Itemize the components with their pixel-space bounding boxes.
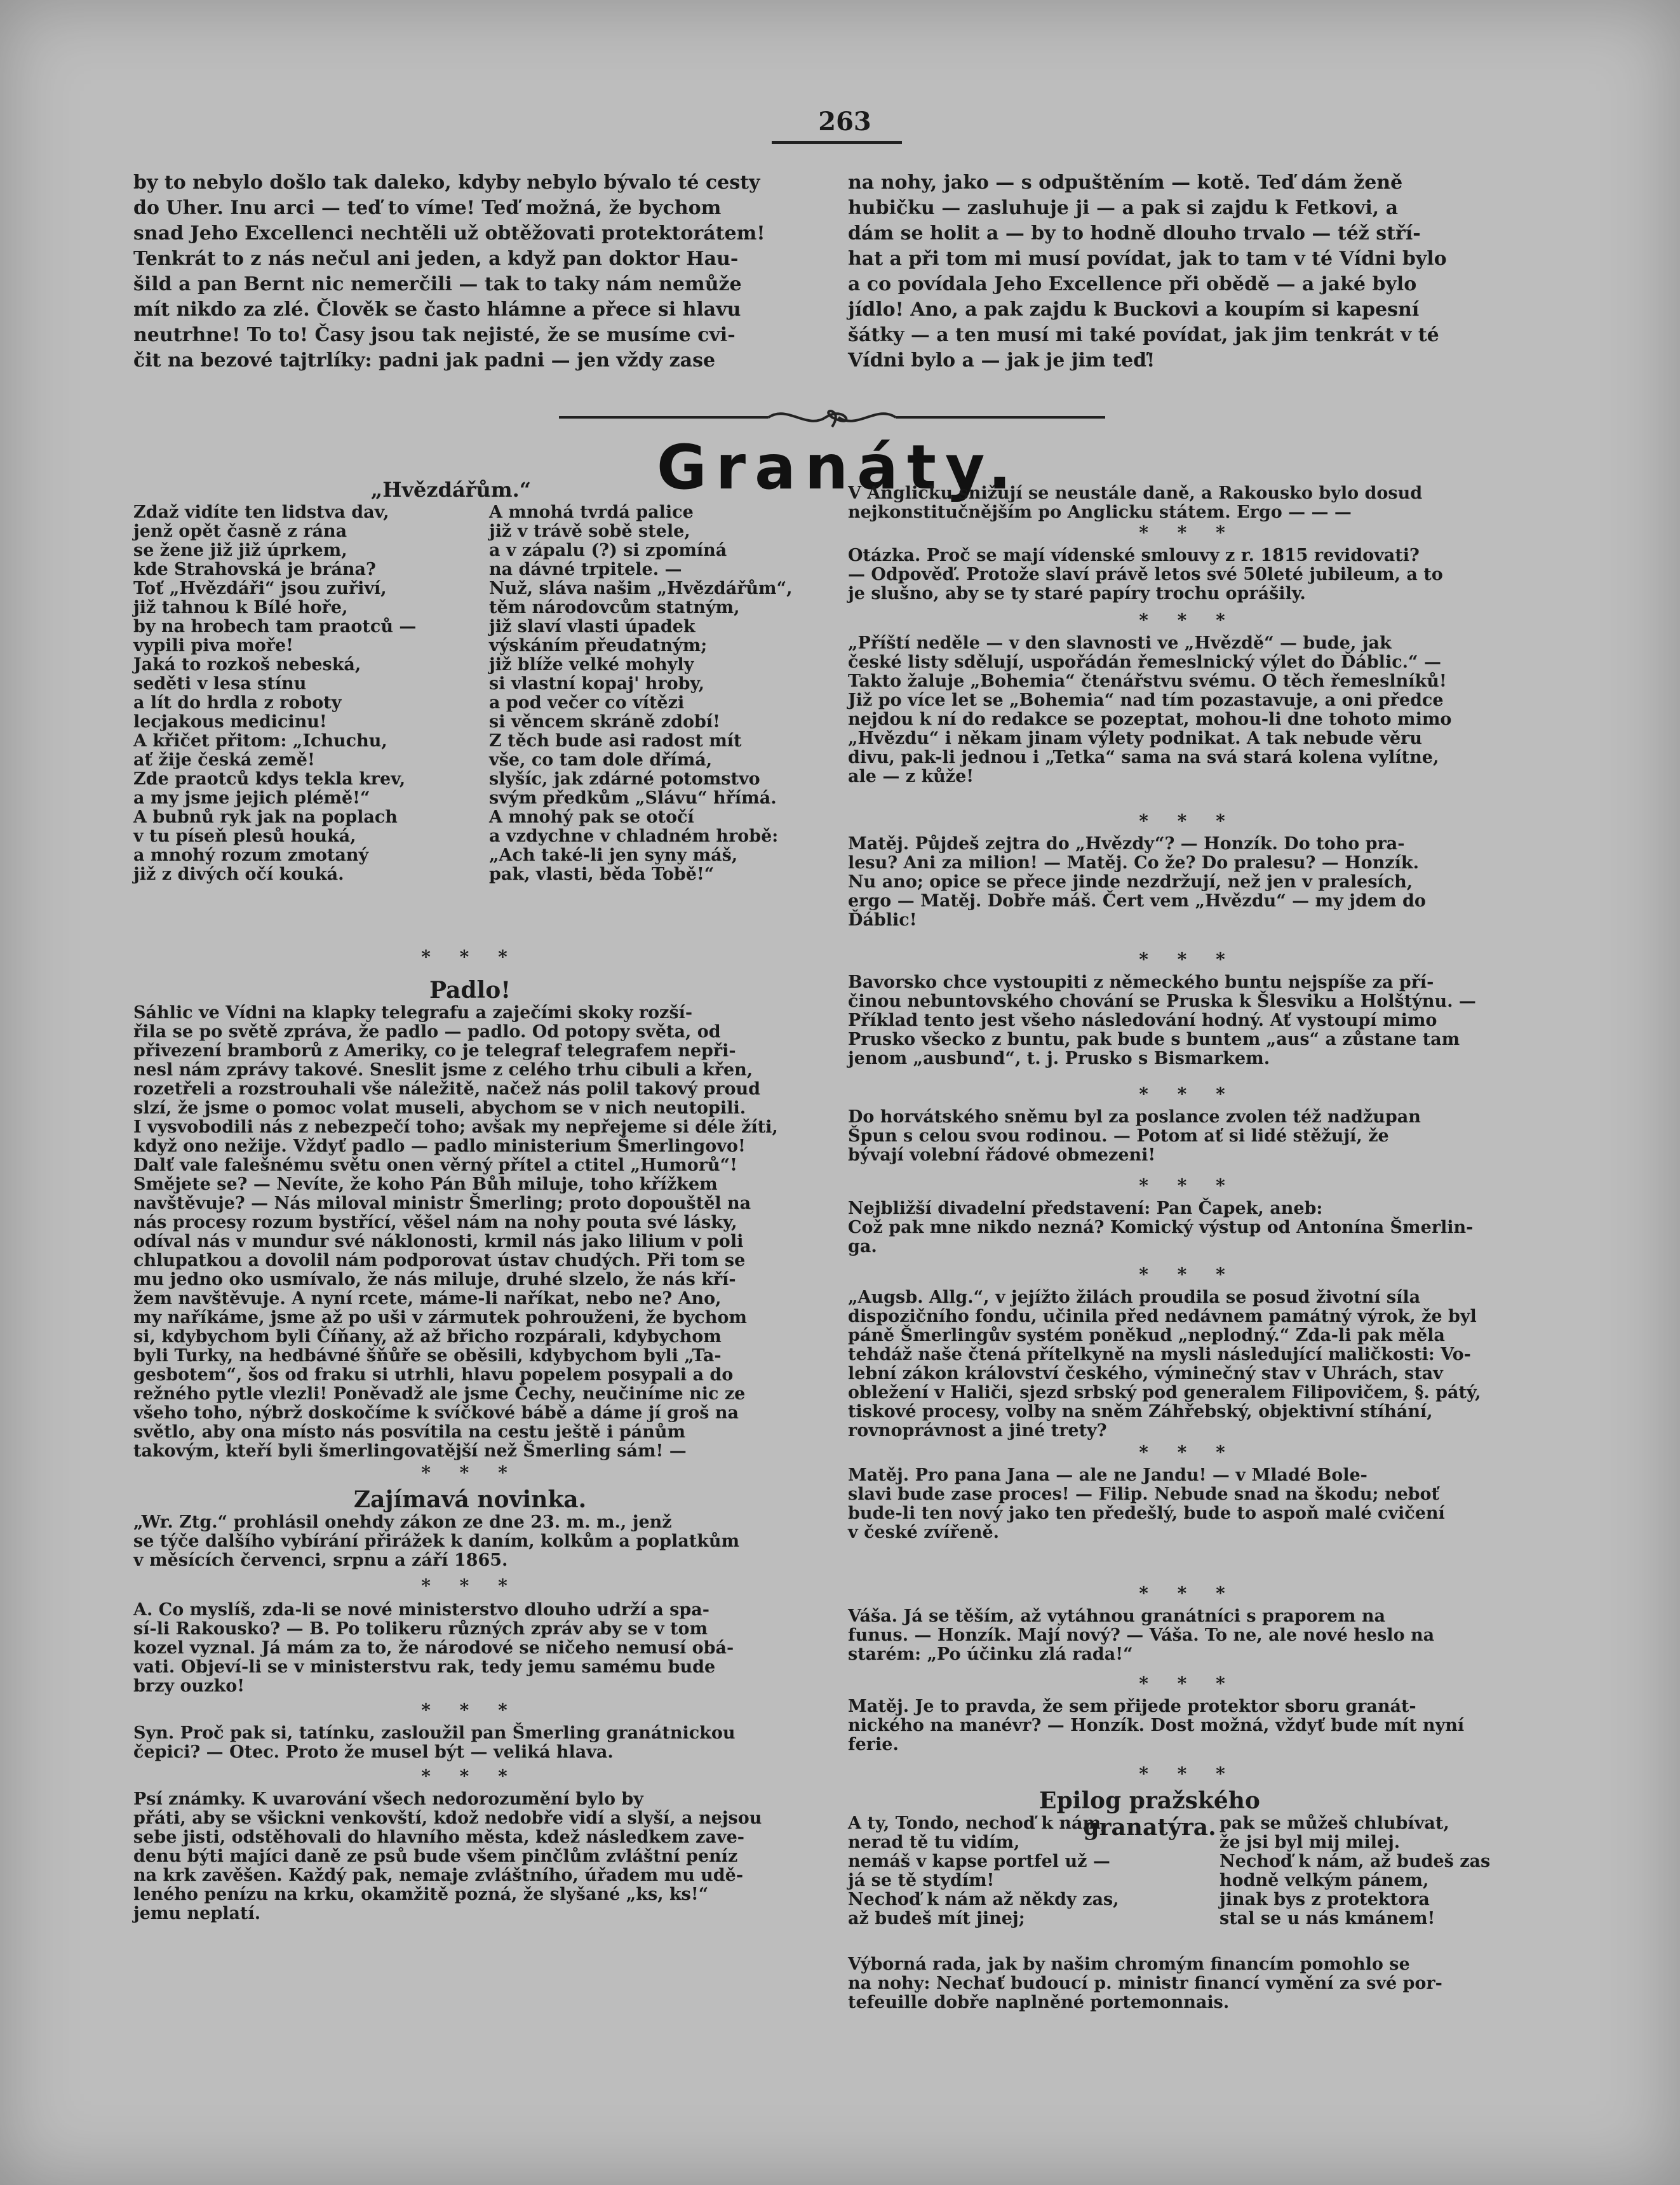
text-line: na nohy, jako — s odpuštěním — kotě. Teď dám ženě (848, 171, 1403, 194)
text-line: leného penízu na krku, okamžitě pozná, že slyšané „ks, ks!“ (133, 1885, 709, 1904)
text-line: Zde praotců kdys tekla krev, (133, 769, 406, 789)
right-item-11 (848, 1697, 1528, 1754)
novinka-text (133, 1513, 813, 1570)
text-line: Vídni bylo a — jak je jim teď! (848, 349, 1155, 372)
text-line: jinak bys z protektora (1220, 1890, 1430, 1909)
text-line: bývají volební řádové obmezeni! (848, 1145, 1156, 1165)
text-line: takovým, kteří byli šmerlingovatější než Šmerling sám! — (133, 1441, 687, 1461)
text-line: tiskové procesy, volby na sněm Záhřebský, objektivní stíhání, (848, 1402, 1433, 1422)
text-line: A. Co myslíš, zda-li se nové ministerstvo dlouho udrží a spa- (133, 1600, 709, 1620)
text-line: kde Strahovská je brána? (133, 560, 376, 579)
text-line: rovnoprávnost a jiné trety? (848, 1421, 1107, 1441)
section-stars: * * * (1139, 810, 1237, 831)
text-line: mít nikdo za zlé. Člověk se často hlámne a přece si hlavu (133, 299, 741, 321)
right-item-9 (848, 1466, 1528, 1542)
text-line: těm národovcům statným, (489, 598, 740, 617)
text-line: by na hrobech tam praotců — (133, 617, 417, 636)
text-line: Špun s celou svou rodinou. — Potom ať si lidé stěžují, že (848, 1126, 1389, 1146)
text-line: vše, co tam dole dřímá, (489, 750, 713, 770)
text-line: čepici? — Otec. Proto že musel být — veliká hlava. (133, 1742, 614, 1762)
text-line: Toť „Hvězdáři“ jsou zuřiví, (133, 579, 387, 598)
text-line: je slušno, aby se ty staré papíry trochu oprášily. (848, 584, 1306, 603)
text-line: rozetřeli a rozstrouhali vše náležitě, načež nás polil takový proud (133, 1079, 760, 1099)
text-line: Bavorsko chce vystoupiti z německého buntu nejspíše za pří- (848, 972, 1434, 992)
text-line: Syn. Proč pak si, tatínku, zasloužil pan Šmerling granátnickou (133, 1723, 736, 1743)
text-line: Prusko všecko z buntu, pak bude s buntem „aus“ a zůstane tam (848, 1030, 1460, 1049)
text-line: slavi bude zase proces! — Filip. Nebude snad na škodu; neboť (848, 1484, 1439, 1504)
text-line: si vlastní kopaj' hroby, (489, 674, 705, 694)
text-line: Což pak mne nikdo nezná? Komický výstup od Antonína Šmerlin- (848, 1218, 1474, 1237)
text-line: v české zvířeně. (848, 1523, 1000, 1542)
text-line: pak se můžeš chlubívat, (1220, 1813, 1449, 1833)
text-line: bude-li ten nový jako ten předešlý, bude to aspoň malé cvičení (848, 1503, 1445, 1523)
text-line: Ďáblic! (848, 910, 917, 930)
text-line: chlupatkou a dovolil nám podporovat ústav chudých. Při tom se (133, 1251, 746, 1270)
text-line: nejkonstitučnějším po Anglicku státem. Ergo — — — (848, 502, 1352, 522)
text-line: již z divých očí kouká. (133, 864, 344, 884)
text-line: Matěj. Je to pravda, že sem přijede protektor sboru granát- (848, 1697, 1416, 1716)
text-line: ga. (848, 1237, 877, 1256)
top-left-text (133, 170, 813, 373)
text-line: mu jedno oko usmívalo, že nás miluje, druhé slzelo, že nás kří- (133, 1270, 736, 1289)
text-line: A mnohý pak se otočí (489, 807, 694, 827)
text-line: režného pytle vlezli! Poněvadž ale jsme Čechy, neučiníme nic ze (133, 1384, 746, 1404)
dialog-ab-text (133, 1601, 813, 1696)
text-line: slzí, že jsme o pomoc volat museli, abychom se v nich neutopili. (133, 1098, 746, 1118)
text-line: Dalť vale falešnému světu onen věrný přítel a ctitel „Humorů“! (133, 1155, 737, 1175)
text-line: sí-li Rakousko? — B. Po tolikeru různých zpráv aby se v tom (133, 1619, 708, 1639)
text-line: A ty, Tondo, nechoď k nám, (848, 1813, 1107, 1833)
right-item-4 (848, 835, 1528, 930)
text-line: Zdaž vidíte ten lidstva dav, (133, 502, 389, 522)
text-line: — Odpověď. Protože slaví právě letos své 50leté jubileum, a to (848, 565, 1443, 584)
text-line: jenž opět časně z rána (133, 521, 347, 541)
text-line: brzy ouzko! (133, 1676, 245, 1696)
text-line: Nu ano; opice se přece jinde nezdržují, než jen v pralesích, (848, 872, 1413, 892)
text-line: tefeuille dobře naplněné portemonnais. (848, 1993, 1230, 2012)
section-stars: * * * (1139, 949, 1237, 970)
text-line: a vzdychne v chladném hrobě: (489, 826, 779, 846)
right-item-1 (848, 484, 1528, 522)
section-stars: * * * (1139, 1583, 1237, 1604)
text-line: V Anglicku snižují se neustále daně, a Rakousko bylo dosud (848, 483, 1423, 503)
text-line: již tahnou k Bílé hoře, (133, 598, 348, 617)
section-stars: * * * (421, 946, 519, 967)
text-line: a co povídala Jeho Excellence při obědě — a jaké bylo (848, 273, 1417, 295)
text-line: řila se po světě zpráva, že padlo — padlo. Od potopy světa, od (133, 1022, 721, 1042)
text-line: „Augsb. Allg.“, v jejížto žilách proudila se posud životní síla (848, 1287, 1421, 1307)
text-line: by to nebylo došlo tak daleko, kdyby nebylo bývalo té cesty (133, 171, 760, 194)
text-line: „Příští neděle — v den slavnosti ve „Hvězdě“ — bude, jak (848, 633, 1392, 653)
text-line: Otázka. Proč se mají vídenské smlouvy z r. 1815 revidovati? (848, 546, 1420, 565)
text-line: české listy sdělují, uspořádán řemeslnický výlet do Ďáblic.“ — (848, 652, 1441, 672)
right-item-3 (848, 634, 1528, 786)
text-line: nesl nám zprávy takové. Sneslit jsme z celého trhu cibuli a křen, (133, 1060, 753, 1080)
text-line: Nejbližší divadelní představení: Pan Čapek, aneb: (848, 1199, 1323, 1218)
text-line: nemáš v kapse portfel už — (848, 1852, 1110, 1871)
text-line: Do horvátského sněmu byl za poslance zvolen též nadžupan (848, 1107, 1421, 1127)
section-stars: * * * (421, 1700, 519, 1721)
page-number-rule (772, 141, 902, 144)
text-line: Výborná rada, jak by našim chromým financím pomohlo se (848, 1954, 1410, 1974)
text-line: a my jsme jejich plémě!“ (133, 788, 370, 808)
text-line: na krk zavěšen. Každý pak, nemaje zvláštního, úřadem mu udě- (133, 1866, 744, 1885)
text-line: odíval nás v mundur své náklonosti, krmil nás jako lilium v poli (133, 1232, 744, 1251)
text-line: A křičet přitom: „Ichuchu, (133, 731, 387, 751)
text-line: že jsi byl mij milej. (1220, 1832, 1401, 1852)
text-line: se žene již již úprkem, (133, 541, 347, 560)
text-line: seděti v lesa stínu (133, 674, 307, 694)
section-stars: * * * (421, 1575, 519, 1596)
text-line: Již po více let se „Bohemia“ nad tím pozastavuje, a oni předce (848, 690, 1444, 710)
text-line: gesbotem“, šos od fraku si utrhli, hlavu popelem posypali a do (133, 1365, 734, 1385)
text-line: stal se u nás kmánem! (1220, 1909, 1435, 1928)
page-number: 263 (818, 107, 871, 137)
text-line: na dávné trpitele. — (489, 560, 682, 579)
poem-heading: „Hvězdářům.“ (370, 478, 532, 502)
right-item-10 (848, 1607, 1528, 1664)
text-line: starém: „Po účinku zlá rada!“ (848, 1644, 1133, 1664)
text-line: do Uher. Inu arci — teď to víme! Teď možná, že bychom (133, 197, 722, 219)
text-line: na nohy: Nechať budoucí p. ministr financí vymění za své por- (848, 1973, 1442, 1993)
text-line: jenom „ausbund“, t. j. Prusko s Bismarkem. (848, 1049, 1270, 1068)
vyborna-rada-text (848, 1955, 1528, 2012)
decorative-rule (559, 401, 1105, 433)
text-line: svým předkům „Slávu“ hřímá. (489, 788, 777, 808)
epilog-column-1 (848, 1814, 1216, 1928)
text-line: Smějete se? — Nevíte, že koho Pán Bůh miluje, toho křížkem (133, 1174, 718, 1194)
padlo-heading: Padlo! (429, 977, 511, 1004)
text-line: dám se holit a — by to hodně dlouho trvalo — též stří- (848, 222, 1421, 245)
text-line: ale — z kůže! (848, 767, 974, 786)
text-line: Jaká to rozkoš nebeská, (133, 655, 361, 675)
text-line: nejdou k ní do redakce se pozeptat, mohou-li dne tohoto mimo (848, 709, 1452, 729)
text-line: a v zápalu (?) si zpomíná (489, 541, 727, 560)
text-line: přáti, aby se všickni venkovští, kdož nedobře vidí a slyší, a nejsou (133, 1808, 762, 1828)
text-line: divu, pak-li jednou i „Tetka“ sama na svá stará kolena vylítne, (848, 748, 1439, 767)
poem-column-2 (489, 503, 819, 884)
text-line: nického na manévr? — Honzík. Dost možná, vždyť bude mít nyní (848, 1716, 1465, 1735)
text-line: si věncem skráně zdobí! (489, 712, 720, 732)
text-line: navštěvuje? — Nás miloval ministr Šmerling; proto dopouštěl na (133, 1193, 751, 1213)
padlo-text (133, 1004, 813, 1461)
text-line: jemu neplatí. (133, 1904, 261, 1923)
text-line: Nuž, sláva našim „Hvězdářům“, (489, 579, 793, 598)
text-line: A bubnů ryk jak na poplach (133, 807, 398, 827)
text-line: Sáhlic ve Vídni na klapky telegrafu a zaječími skoky rozší- (133, 1003, 693, 1023)
text-line: Matěj. Půjdeš zejtra do „Hvězdy“? — Honzík. Do toho pra- (848, 834, 1405, 854)
text-line: a lít do hrdla z roboty (133, 693, 342, 713)
text-line: byli Turky, na hedbávné šňůře se oběsili, kdybychom byli „Ta- (133, 1346, 722, 1366)
section-stars: * * * (1139, 1673, 1237, 1694)
text-line: Nechoď k nám, až budeš zas (1220, 1852, 1491, 1871)
text-line: denu býti majíci daně ze psů bude všem pinčlům zvláštní peníz (133, 1846, 738, 1866)
top-right-text (848, 170, 1528, 373)
text-line: nerad tě tu vidím, (848, 1832, 1020, 1852)
text-line: Matěj. Pro pana Jana — ale ne Jandu! — v Mladé Bole- (848, 1465, 1368, 1485)
text-line: I vysvobodili nás z nebezpečí toho; avšak my nepřejeme si déle žíti, (133, 1117, 778, 1137)
text-line: „Ach také-li jen syny máš, (489, 845, 738, 865)
text-line: již slaví vlasti úpadek (489, 617, 696, 636)
section-stars: * * * (1139, 522, 1237, 543)
text-line: Tenkrát to z nás nečul ani jeden, a když pan doktor Hau- (133, 248, 739, 270)
epilog-heading: Epilog pražského granatýra. (1039, 1787, 1260, 1841)
section-stars: * * * (421, 1766, 519, 1787)
section-stars: * * * (1139, 1084, 1237, 1105)
text-line: výskáním přeudatným; (489, 636, 708, 656)
text-line: ferie. (848, 1735, 899, 1754)
text-line: přivezení bramborů z Ameriky, co je telegraf telegrafem nepři- (133, 1041, 736, 1061)
text-line: lesu? Ani za milion! — Matěj. Co že? Do pralesu? — Honzík. (848, 853, 1419, 873)
novinka-heading: Zajímavá novinka. (353, 1486, 587, 1513)
text-line: kozel vyznal. Já mám za to, že národové se ničeho nemusí obá- (133, 1638, 734, 1658)
section-stars: * * * (1139, 1763, 1237, 1784)
text-line: já se tě stydím! (848, 1871, 995, 1890)
text-line: „Wr. Ztg.“ prohlásil onehdy zákon ze dne 23. m. m., jenž (133, 1512, 672, 1532)
text-line: když ono nežije. Vždyť padlo — padlo ministerium Šmerlingovo! (133, 1136, 746, 1156)
epilog-column-2 (1220, 1814, 1537, 1928)
text-line: Váša. Já se těším, až vytáhnou granátníci s praporem na (848, 1606, 1386, 1626)
text-line: funus. — Honzík. Mají nový? — Váša. To ne, ale nové heslo na (848, 1625, 1435, 1645)
right-item-8 (848, 1288, 1528, 1441)
text-line: „Hvězdu“ i někam jinam výlety podnikat. A tak nebude věru (848, 729, 1422, 748)
text-line: všeho toho, nýbrž doskočíme k svíčkové bábě a dáme jí groš na (133, 1403, 739, 1423)
text-line: A mnohá tvrdá palice (489, 502, 694, 522)
text-line: Z těch bude asi radost mít (489, 731, 742, 751)
psi-znamky-text (133, 1790, 813, 1923)
text-line: v tu píseň plesů houká, (133, 826, 356, 846)
text-line: světlo, aby ona místo nás posvítila na cestu ještě i pánům (133, 1422, 686, 1442)
section-stars: * * * (1139, 1442, 1237, 1463)
text-line: ať žije česká země! (133, 750, 315, 770)
text-line: si, kdybychom byli Číňany, až až břicho rozpárali, kdybychom (133, 1327, 722, 1347)
text-line: Psí známky. K uvarování všech nedorozumění bylo by (133, 1789, 643, 1809)
text-line: tehdáž naše čtená přítelkyně na mysli následující maličkosti: Vo- (848, 1345, 1471, 1364)
text-line: čit na bezové tajtrlíky: padni jak padni — jen vždy zase (133, 349, 716, 372)
right-item-7 (848, 1199, 1528, 1256)
poem-column-1 (133, 503, 489, 884)
text-line: jídlo! Ano, a pak zajdu k Buckovi a koupím si kapesní (848, 299, 1420, 321)
text-line: dispozičního fondu, učinila před nedávnem památný výrok, že byl (848, 1307, 1477, 1326)
text-line: Takto žaluje „Bohemia“ čtenářstvu svému. O těch řemeslníků! (848, 671, 1447, 691)
text-line: v měsících červenci, srpnu a září 1865. (133, 1550, 508, 1570)
text-line: ergo — Matěj. Dobře máš. Čert vem „Hvězdu“ — my jdem do (848, 891, 1426, 911)
text-line: Příklad tento jest všeho následování hodný. Ať vystoupí mimo (848, 1011, 1437, 1030)
section-stars: * * * (1139, 1264, 1237, 1285)
right-item-5 (848, 973, 1528, 1068)
text-line: až budeš mít jinej; (848, 1909, 1025, 1928)
text-line: snad Jeho Excellenci nechtěli už obtěžovati protektorátem! (133, 222, 765, 245)
text-line: slyšíc, jak zdárné potomstvo (489, 769, 760, 789)
text-line: pak, vlasti, běda Tobě!“ (489, 864, 715, 884)
text-line: šátky — a ten musí mi také povídat, jak jim tenkrát v té (848, 324, 1439, 346)
text-line: žem navštěvuje. A nyní rcete, máme-li naříkat, nebo ne? Ano, (133, 1289, 722, 1308)
text-line: lecjakous medicinu! (133, 712, 327, 732)
text-line: nás procesy rozum bystřící, věšel nám na nohy pouta své lásky, (133, 1213, 737, 1232)
right-item-2 (848, 546, 1528, 603)
text-line: Nechoď k nám až někdy zas, (848, 1890, 1119, 1909)
dialog-syn-text (133, 1724, 813, 1762)
text-line: a pod večer co vítězi (489, 693, 685, 713)
text-line: hodně velkým pánem, (1220, 1871, 1429, 1890)
section-stars: * * * (1139, 1175, 1237, 1196)
text-line: neutrhne! To to! Časy jsou tak nejisté, že se musíme cvi- (133, 324, 736, 346)
text-line: lební zákon království českého, výminečný stav v Uhrách, stav (848, 1364, 1443, 1383)
text-line: sebe jisti, odstěhovali do hlavního města, kdež následkem zave- (133, 1827, 744, 1847)
text-line: vypili piva moře! (133, 636, 293, 656)
right-item-6 (848, 1108, 1528, 1165)
text-line: my naříkáme, jsme až po uši v zármutek pohrouženi, že bychom (133, 1308, 747, 1328)
text-line: páně Šmerlingův systém poněkud „neplodný.“ Zda-li pak měla (848, 1326, 1445, 1345)
text-line: vati. Objeví-li se v ministerstvu rak, tedy jemu samému bude (133, 1657, 716, 1677)
text-line: šild a pan Bernt nic nemerčili — tak to taky nám nemůže (133, 273, 742, 295)
section-stars: * * * (1139, 610, 1237, 631)
text-line: se týče dalšího vybírání přirážek k daním, kolkům a poplatkům (133, 1531, 740, 1551)
masthead-title: Granáty. (656, 432, 1021, 503)
text-line: hat a při tom mi musí povídat, jak to tam v té Vídni bylo (848, 248, 1447, 270)
text-line: činou nebuntovského chování se Pruska k Šlesviku a Holštýnu. — (848, 992, 1476, 1011)
text-line: již v trávě sobě stele, (489, 521, 690, 541)
section-stars: * * * (421, 1462, 519, 1483)
text-line: již blíže velké mohyly (489, 655, 694, 675)
text-line: a mnohý rozum zmotaný (133, 845, 369, 865)
text-line: obležení v Haliči, sjezd srbský pod generalem Filipovičem, §. pátý, (848, 1383, 1481, 1402)
text-line: hubičku — zasluhuje ji — a pak si zajdu k Fetkovi, a (848, 197, 1399, 219)
